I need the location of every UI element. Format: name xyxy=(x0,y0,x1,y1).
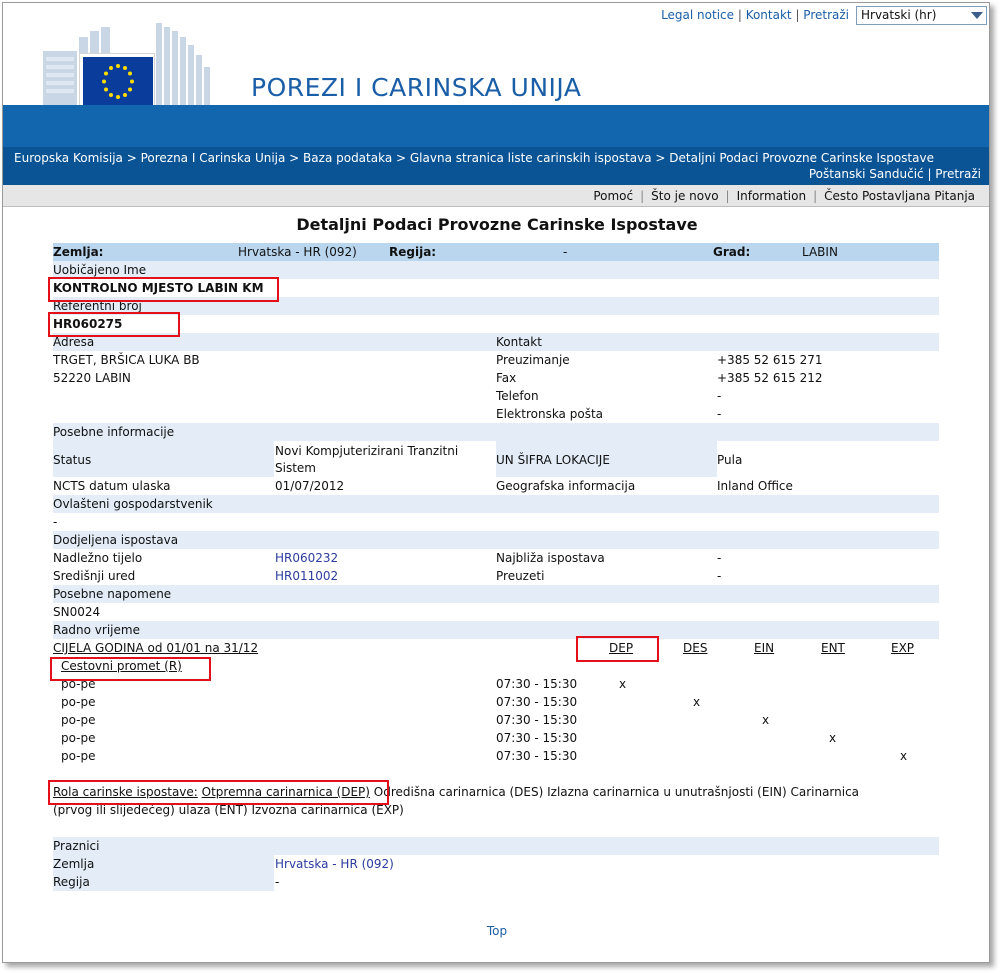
assigned-row xyxy=(53,531,939,549)
aeo-row xyxy=(53,495,939,513)
schedule-row xyxy=(53,693,939,711)
address-label: Adresa xyxy=(53,335,95,349)
highlight-ref-number xyxy=(48,312,180,337)
top-links: Legal notice | Kontakt | Pretraži xyxy=(661,8,849,22)
holiday-region-value: - xyxy=(275,875,280,889)
schedule-time: 07:30 - 15:30 xyxy=(496,695,578,709)
ncts-value: 01/07/2012 xyxy=(275,479,345,493)
holidays-label: Praznici xyxy=(53,839,100,853)
notes-row xyxy=(53,585,939,603)
site-title: POREZI I CARINSKA UNIJA xyxy=(251,73,582,102)
holiday-country-row xyxy=(53,855,939,873)
geo-label: Geografska informacija xyxy=(496,479,636,493)
contact-row xyxy=(53,351,939,369)
faq-link[interactable]: Često Postavljana Pitanja xyxy=(824,189,975,203)
ref-value-row xyxy=(53,315,939,333)
aeo-value-row xyxy=(53,513,939,531)
competent-label: Nadležno tijelo xyxy=(53,551,143,565)
ref-label: Referentni broj xyxy=(53,299,142,313)
contact-label-pickup: Preuzimanje xyxy=(496,353,570,367)
address-contact-header xyxy=(53,333,939,351)
notes-value: SN0024 xyxy=(53,605,101,619)
ncts-row xyxy=(53,477,939,495)
highlight-usual-name xyxy=(48,277,279,302)
un-value: Pula xyxy=(717,453,743,467)
special-info-label: Posebne informacije xyxy=(53,425,175,439)
central-row xyxy=(53,567,939,585)
help-link[interactable]: Pomoć xyxy=(593,189,634,203)
role-rest-1: Odredišna carinarnica (DES) Izlazna carinarnica u unutrašnjosti (EIN) Carinarnica xyxy=(373,785,860,799)
year-period: CIJELA GODINA od 01/01 na 31/12 xyxy=(53,641,259,655)
schedule-days: po-pe xyxy=(61,749,96,763)
address-line-2: 52220 LABIN xyxy=(53,371,131,385)
hours-row xyxy=(53,621,939,639)
schedule-mark-exp: x xyxy=(900,749,908,763)
role-ein-link[interactable]: EIN xyxy=(754,641,775,655)
holidays-row xyxy=(53,837,939,855)
role-dep-link[interactable]: DEP xyxy=(609,641,634,655)
header-links: Poštanski Sandučić | Pretraži xyxy=(808,167,981,181)
contact-value-phone: - xyxy=(717,389,722,403)
schedule-days: po-pe xyxy=(61,695,96,709)
breadcrumb[interactable]: Europska Komisija > Porezna I Carinska Unija > Baza podataka > Glavna stranica liste carinskih ispostava > Detaljni Podaci Provozne Carinske Ispostave xyxy=(14,151,934,165)
legal-notice-link[interactable]: Legal notice xyxy=(661,8,735,22)
status-value-line-2: Sistem xyxy=(275,461,316,475)
usual-name-value: KONTROLNO MJESTO LABIN KM xyxy=(53,281,264,295)
schedule-row xyxy=(53,711,939,729)
contact-value-fax: +385 52 615 212 xyxy=(717,371,823,385)
schedule-time: 07:30 - 15:30 xyxy=(496,749,578,763)
schedule-row xyxy=(53,729,939,747)
notes-value-row xyxy=(53,603,939,621)
aeo-value: - xyxy=(53,515,58,529)
status-label: Status xyxy=(53,453,92,467)
country-value: Hrvatska - HR (092) xyxy=(238,245,357,259)
contact-label-fax: Fax xyxy=(496,371,517,385)
search-link[interactable]: Pretraži xyxy=(803,8,849,22)
highlight-dep xyxy=(576,636,659,662)
schedule-mark-des: x xyxy=(693,695,701,709)
city-value: LABIN xyxy=(802,245,838,259)
role-exp-link[interactable]: EXP xyxy=(891,641,915,655)
aeo-label: Ovlašteni gospodarstvenik xyxy=(53,497,213,511)
status-row xyxy=(53,441,939,477)
usual-name-label: Uobičajeno Ime xyxy=(53,263,147,277)
competent-row xyxy=(53,549,939,567)
holiday-region-row xyxy=(53,873,939,891)
highlight-road-traffic xyxy=(50,657,211,681)
un-label: UN ŠIFRA LOKACIJE xyxy=(496,453,610,467)
role-des-link[interactable]: DES xyxy=(683,641,708,655)
geo-value: Inland Office xyxy=(717,479,793,493)
schedule-time: 07:30 - 15:30 xyxy=(496,677,578,691)
country-label: Zemlja: xyxy=(53,245,104,259)
header-search-link[interactable]: Pretraži xyxy=(935,167,981,181)
city-label: Grad: xyxy=(713,245,751,259)
browser-window xyxy=(2,2,990,963)
language-select-value: Hrvatski (hr) xyxy=(861,8,937,22)
takeover-value: - xyxy=(717,569,722,583)
top-link[interactable]: Top xyxy=(486,924,508,938)
schedule-days: po-pe xyxy=(61,677,96,691)
holiday-country-label: Zemlja xyxy=(53,857,95,871)
hours-label: Radno vrijeme xyxy=(53,623,140,637)
information-link[interactable]: Information xyxy=(736,189,807,203)
help-links: Pomoć | Što je novo | Information | Često Postavljana Pitanja xyxy=(593,189,975,203)
nearest-label: Najbliža ispostava xyxy=(496,551,605,565)
mailbox-link[interactable]: Poštanski Sandučić xyxy=(808,167,924,181)
location-row xyxy=(53,243,939,261)
chevron-down-icon xyxy=(971,12,983,19)
competent-office-link[interactable]: HR060232 xyxy=(275,551,339,565)
nearest-value: - xyxy=(717,551,722,565)
schedule-time: 07:30 - 15:30 xyxy=(496,713,578,727)
eu-flag-icon xyxy=(83,57,153,106)
holiday-country-link[interactable]: Hrvatska - HR (092) xyxy=(275,857,394,871)
language-select[interactable] xyxy=(856,6,987,25)
contact-link[interactable]: Kontakt xyxy=(745,8,792,22)
assigned-label: Dodjeljena ispostava xyxy=(53,533,179,547)
page-title: Detaljni Podaci Provozne Carinske Ispostave xyxy=(296,215,698,234)
contact-value-pickup: +385 52 615 271 xyxy=(717,353,823,367)
region-value: - xyxy=(563,245,568,259)
special-info-row xyxy=(53,423,939,441)
schedule-row xyxy=(53,747,939,765)
year-row xyxy=(53,639,939,657)
role-rest-2: (prvog ili slijedećeg) ulaza (ENT) Izvozna carinarnica (EXP) xyxy=(53,803,404,817)
takeover-label: Preuzeti xyxy=(496,569,545,583)
contact-value-email: - xyxy=(717,407,722,421)
role-prefix: Rola carinske ispostave: xyxy=(53,785,198,799)
whats-new-link[interactable]: Što je novo xyxy=(651,189,719,203)
contact-label: Kontakt xyxy=(496,335,542,349)
schedule-time: 07:30 - 15:30 xyxy=(496,731,578,745)
role-ent-link[interactable]: ENT xyxy=(821,641,845,655)
schedule-days: po-pe xyxy=(61,731,96,745)
contact-label-email: Elektronska pošta xyxy=(496,407,603,421)
road-traffic-label: Cestovni promet (R) xyxy=(61,659,182,673)
contact-row xyxy=(53,405,939,423)
highlight-role-dep xyxy=(48,780,389,805)
schedule-days: po-pe xyxy=(61,713,96,727)
notes-label: Posebne napomene xyxy=(53,587,172,601)
address-line-1: TRGET, BRŠICA LUKA BB xyxy=(53,353,200,367)
region-label: Regija: xyxy=(389,245,437,259)
ref-value: HR060275 xyxy=(53,317,123,331)
contact-row xyxy=(53,369,939,387)
role-first: Otpremna carinarnica (DEP) xyxy=(201,785,370,799)
schedule-mark-ent: x xyxy=(829,731,837,745)
contact-label-phone: Telefon xyxy=(496,389,539,403)
holiday-region-label: Regija xyxy=(53,875,90,889)
help-bar xyxy=(3,185,990,207)
central-label: Središnji ured xyxy=(53,569,136,583)
ncts-label: NCTS datum ulaska xyxy=(53,479,171,493)
central-office-link[interactable]: HR011002 xyxy=(275,569,339,583)
schedule-mark-ein: x xyxy=(762,713,770,727)
contact-row xyxy=(53,387,939,405)
schedule-mark-dep: x xyxy=(619,677,627,691)
status-value-line-1: Novi Kompjuterizirani Tranzitni xyxy=(275,444,459,458)
